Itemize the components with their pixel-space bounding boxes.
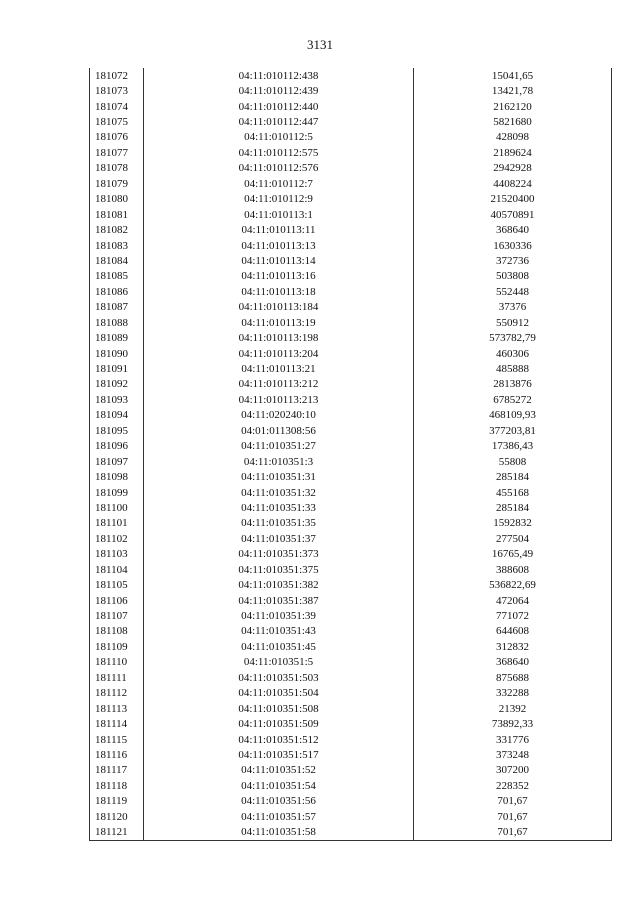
- row-number-cell: 181120: [90, 809, 144, 824]
- cadastral-value-cell: 37376: [414, 300, 612, 315]
- cadastral-value-cell: 428098: [414, 130, 612, 145]
- row-number-cell: 181076: [90, 130, 144, 145]
- row-number-cell: 181102: [90, 531, 144, 546]
- cadastral-number-cell: 04:11:010112:439: [144, 83, 414, 98]
- cadastral-value-cell: 55808: [414, 454, 612, 469]
- cadastral-number-cell: 04:11:010113:21: [144, 361, 414, 376]
- cadastral-value-cell: 307200: [414, 763, 612, 778]
- row-number-cell: 181107: [90, 608, 144, 623]
- row-number-cell: 181082: [90, 222, 144, 237]
- cadastral-number-cell: 04:11:010351:35: [144, 516, 414, 531]
- cadastral-value-cell: 455168: [414, 485, 612, 500]
- row-number-cell: 181111: [90, 670, 144, 685]
- table-row: [90, 655, 612, 670]
- cadastral-number-cell: 04:11:010351:58: [144, 824, 414, 840]
- table-row: [90, 284, 612, 299]
- cadastral-value-cell: 277504: [414, 531, 612, 546]
- table-row: [90, 408, 612, 423]
- cadastral-number-cell: 04:11:010351:517: [144, 747, 414, 762]
- cadastral-number-cell: 04:11:010351:3: [144, 454, 414, 469]
- cadastral-value-cell: 4408224: [414, 176, 612, 191]
- cadastral-value-cell: 40570891: [414, 207, 612, 222]
- table-row: [90, 68, 612, 83]
- row-number-cell: 181101: [90, 516, 144, 531]
- table-row: [90, 207, 612, 222]
- cadastral-number-cell: 04:11:010113:19: [144, 315, 414, 330]
- row-number-cell: 181089: [90, 330, 144, 345]
- cadastral-number-cell: 04:11:010112:5: [144, 130, 414, 145]
- cadastral-value-cell: 1630336: [414, 238, 612, 253]
- cadastral-value-cell: 552448: [414, 284, 612, 299]
- table-row: [90, 238, 612, 253]
- row-number-cell: 181099: [90, 485, 144, 500]
- cadastral-number-cell: 04:11:010351:43: [144, 624, 414, 639]
- row-number-cell: 181115: [90, 732, 144, 747]
- table-row: [90, 593, 612, 608]
- cadastral-value-cell: 312832: [414, 639, 612, 654]
- row-number-cell: 181079: [90, 176, 144, 191]
- row-number-cell: 181096: [90, 439, 144, 454]
- cadastral-number-cell: 04:11:010112:576: [144, 161, 414, 176]
- row-number-cell: 181103: [90, 547, 144, 562]
- table-row: [90, 130, 612, 145]
- cadastral-number-cell: 04:11:010351:373: [144, 547, 414, 562]
- cadastral-number-cell: 04:11:010351:54: [144, 778, 414, 793]
- cadastral-value-cell: 5821680: [414, 114, 612, 129]
- row-number-cell: 181098: [90, 469, 144, 484]
- cadastral-number-cell: 04:11:010351:57: [144, 809, 414, 824]
- table-row: [90, 377, 612, 392]
- cadastral-number-cell: 04:11:010351:387: [144, 593, 414, 608]
- table-row: [90, 361, 612, 376]
- table-row: [90, 624, 612, 639]
- table-row: [90, 701, 612, 716]
- row-number-cell: 181087: [90, 300, 144, 315]
- cadastral-value-cell: 2162120: [414, 99, 612, 114]
- table-row: [90, 469, 612, 484]
- table-row: [90, 562, 612, 577]
- row-number-cell: 181106: [90, 593, 144, 608]
- table-row: [90, 670, 612, 685]
- cadastral-value-cell: 701,67: [414, 824, 612, 840]
- cadastral-value-cell: 368640: [414, 222, 612, 237]
- cadastral-number-cell: 04:11:010112:438: [144, 68, 414, 83]
- table-row: [90, 315, 612, 330]
- row-number-cell: 181119: [90, 794, 144, 809]
- cadastral-number-cell: 04:11:010113:11: [144, 222, 414, 237]
- cadastral-value-cell: 644608: [414, 624, 612, 639]
- row-number-cell: 181072: [90, 68, 144, 83]
- cadastral-value-cell: 21392: [414, 701, 612, 716]
- table-row: [90, 531, 612, 546]
- table-row: [90, 253, 612, 268]
- cadastral-value-cell: 6785272: [414, 392, 612, 407]
- table-row: [90, 114, 612, 129]
- table-row: [90, 809, 612, 824]
- row-number-cell: 181097: [90, 454, 144, 469]
- row-number-cell: 181110: [90, 655, 144, 670]
- row-number-cell: 181086: [90, 284, 144, 299]
- cadastral-number-cell: 04:11:010351:37: [144, 531, 414, 546]
- cadastral-number-cell: 04:11:010351:52: [144, 763, 414, 778]
- table-row: [90, 161, 612, 176]
- table-row: [90, 346, 612, 361]
- cadastral-value-cell: 228352: [414, 778, 612, 793]
- row-number-cell: 181109: [90, 639, 144, 654]
- cadastral-number-cell: 04:11:010351:508: [144, 701, 414, 716]
- row-number-cell: 181108: [90, 624, 144, 639]
- table-row: [90, 176, 612, 191]
- cadastral-number-cell: 04:11:010351:27: [144, 439, 414, 454]
- cadastral-number-cell: 04:11:010112:575: [144, 145, 414, 160]
- table-row: [90, 454, 612, 469]
- table-row: [90, 423, 612, 438]
- table-row: [90, 778, 612, 793]
- cadastral-value-cell: 771072: [414, 608, 612, 623]
- page-number: 3131: [307, 37, 333, 52]
- cadastral-value-cell: 21520400: [414, 192, 612, 207]
- cadastral-number-cell: 04:11:010113:16: [144, 269, 414, 284]
- table-row: [90, 83, 612, 98]
- cadastral-number-cell: 04:11:010113:204: [144, 346, 414, 361]
- row-number-cell: 181073: [90, 83, 144, 98]
- cadastral-number-cell: 04:11:010351:382: [144, 577, 414, 592]
- table-row: [90, 500, 612, 515]
- cadastral-value-cell: 16765,49: [414, 547, 612, 562]
- table-row: [90, 577, 612, 592]
- cadastral-number-cell: 04:11:010351:56: [144, 794, 414, 809]
- cadastral-value-cell: 573782,79: [414, 330, 612, 345]
- table-row: [90, 686, 612, 701]
- table-row: [90, 330, 612, 345]
- table-row: [90, 439, 612, 454]
- table-row: [90, 732, 612, 747]
- row-number-cell: 181095: [90, 423, 144, 438]
- cadastral-value-cell: 372736: [414, 253, 612, 268]
- cadastral-number-cell: 04:11:010113:13: [144, 238, 414, 253]
- cadastral-number-cell: 04:11:010113:1: [144, 207, 414, 222]
- cadastral-value-cell: 13421,78: [414, 83, 612, 98]
- row-number-cell: 181084: [90, 253, 144, 268]
- row-number-cell: 181078: [90, 161, 144, 176]
- table-row: [90, 99, 612, 114]
- cadastral-value-cell: 472064: [414, 593, 612, 608]
- table-row: [90, 547, 612, 562]
- cadastral-number-cell: 04:11:010351:32: [144, 485, 414, 500]
- cadastral-value-cell: 331776: [414, 732, 612, 747]
- table-row: [90, 747, 612, 762]
- row-number-cell: 181117: [90, 763, 144, 778]
- table-row: [90, 639, 612, 654]
- cadastral-value-cell: 2189624: [414, 145, 612, 160]
- row-number-cell: 181100: [90, 500, 144, 515]
- cadastral-value-cell: 332288: [414, 686, 612, 701]
- row-number-cell: 181080: [90, 192, 144, 207]
- row-number-cell: 181104: [90, 562, 144, 577]
- cadastral-number-cell: 04:11:010113:14: [144, 253, 414, 268]
- cadastral-value-cell: 285184: [414, 469, 612, 484]
- cadastral-number-cell: 04:11:010113:213: [144, 392, 414, 407]
- cadastral-value-cell: 875688: [414, 670, 612, 685]
- table-row: [90, 222, 612, 237]
- table-row: [90, 608, 612, 623]
- cadastral-value-cell: 73892,33: [414, 716, 612, 731]
- cadastral-value-cell: 1592832: [414, 516, 612, 531]
- cadastral-value-cell: 373248: [414, 747, 612, 762]
- row-number-cell: 181092: [90, 377, 144, 392]
- row-number-cell: 181083: [90, 238, 144, 253]
- cadastral-number-cell: 04:11:020240:10: [144, 408, 414, 423]
- cadastral-number-cell: 04:11:010351:5: [144, 655, 414, 670]
- row-number-cell: 181075: [90, 114, 144, 129]
- cadastral-value-cell: 503808: [414, 269, 612, 284]
- row-number-cell: 181116: [90, 747, 144, 762]
- row-number-cell: 181088: [90, 315, 144, 330]
- row-number-cell: 181074: [90, 99, 144, 114]
- cadastral-number-cell: 04:11:010351:33: [144, 500, 414, 515]
- table-row: [90, 794, 612, 809]
- cadastral-number-cell: 04:01:011308:56: [144, 423, 414, 438]
- table-body: [90, 68, 612, 840]
- cadastral-value-cell: 285184: [414, 500, 612, 515]
- row-number-cell: 181085: [90, 269, 144, 284]
- cadastral-number-cell: 04:11:010112:9: [144, 192, 414, 207]
- cadastral-number-cell: 04:11:010351:509: [144, 716, 414, 731]
- row-number-cell: 181090: [90, 346, 144, 361]
- table-row: [90, 192, 612, 207]
- row-number-cell: 181093: [90, 392, 144, 407]
- cadastral-value-cell: 701,67: [414, 809, 612, 824]
- cadastral-number-cell: 04:11:010351:503: [144, 670, 414, 685]
- row-number-cell: 181121: [90, 824, 144, 840]
- cadastral-value-cell: 536822,69: [414, 577, 612, 592]
- row-number-cell: 181113: [90, 701, 144, 716]
- row-number-cell: 181118: [90, 778, 144, 793]
- cadastral-value-cell: 15041,65: [414, 68, 612, 83]
- cadastral-number-cell: 04:11:010351:31: [144, 469, 414, 484]
- table-row: [90, 716, 612, 731]
- table-row: [90, 145, 612, 160]
- cadastral-number-cell: 04:11:010351:45: [144, 639, 414, 654]
- cadastral-value-cell: 468109,93: [414, 408, 612, 423]
- cadastral-number-cell: 04:11:010351:39: [144, 608, 414, 623]
- cadastral-value-cell: 377203,81: [414, 423, 612, 438]
- row-number-cell: 181081: [90, 207, 144, 222]
- row-number-cell: 181114: [90, 716, 144, 731]
- row-number-cell: 181112: [90, 686, 144, 701]
- cadastral-number-cell: 04:11:010351:512: [144, 732, 414, 747]
- cadastral-value-cell: 550912: [414, 315, 612, 330]
- cadastral-value-cell: 2813876: [414, 377, 612, 392]
- row-number-cell: 181105: [90, 577, 144, 592]
- cadastral-value-table: [89, 68, 612, 841]
- table-row: [90, 300, 612, 315]
- row-number-cell: 181094: [90, 408, 144, 423]
- cadastral-number-cell: 04:11:010113:212: [144, 377, 414, 392]
- cadastral-value-cell: 17386,43: [414, 439, 612, 454]
- row-number-cell: 181077: [90, 145, 144, 160]
- cadastral-number-cell: 04:11:010351:504: [144, 686, 414, 701]
- cadastral-value-cell: 388608: [414, 562, 612, 577]
- cadastral-number-cell: 04:11:010112:440: [144, 99, 414, 114]
- table-row: [90, 516, 612, 531]
- table-row: [90, 485, 612, 500]
- cadastral-number-cell: 04:11:010112:7: [144, 176, 414, 191]
- cadastral-value-cell: 485888: [414, 361, 612, 376]
- cadastral-value-cell: 2942928: [414, 161, 612, 176]
- cadastral-number-cell: 04:11:010351:375: [144, 562, 414, 577]
- cadastral-number-cell: 04:11:010113:198: [144, 330, 414, 345]
- cadastral-number-cell: 04:11:010113:18: [144, 284, 414, 299]
- cadastral-number-cell: 04:11:010112:447: [144, 114, 414, 129]
- cadastral-number-cell: 04:11:010113:184: [144, 300, 414, 315]
- cadastral-value-cell: 701,67: [414, 794, 612, 809]
- table-row: [90, 269, 612, 284]
- table-row: [90, 824, 612, 840]
- row-number-cell: 181091: [90, 361, 144, 376]
- table-row: [90, 763, 612, 778]
- table-row: [90, 392, 612, 407]
- cadastral-value-cell: 460306: [414, 346, 612, 361]
- cadastral-value-cell: 368640: [414, 655, 612, 670]
